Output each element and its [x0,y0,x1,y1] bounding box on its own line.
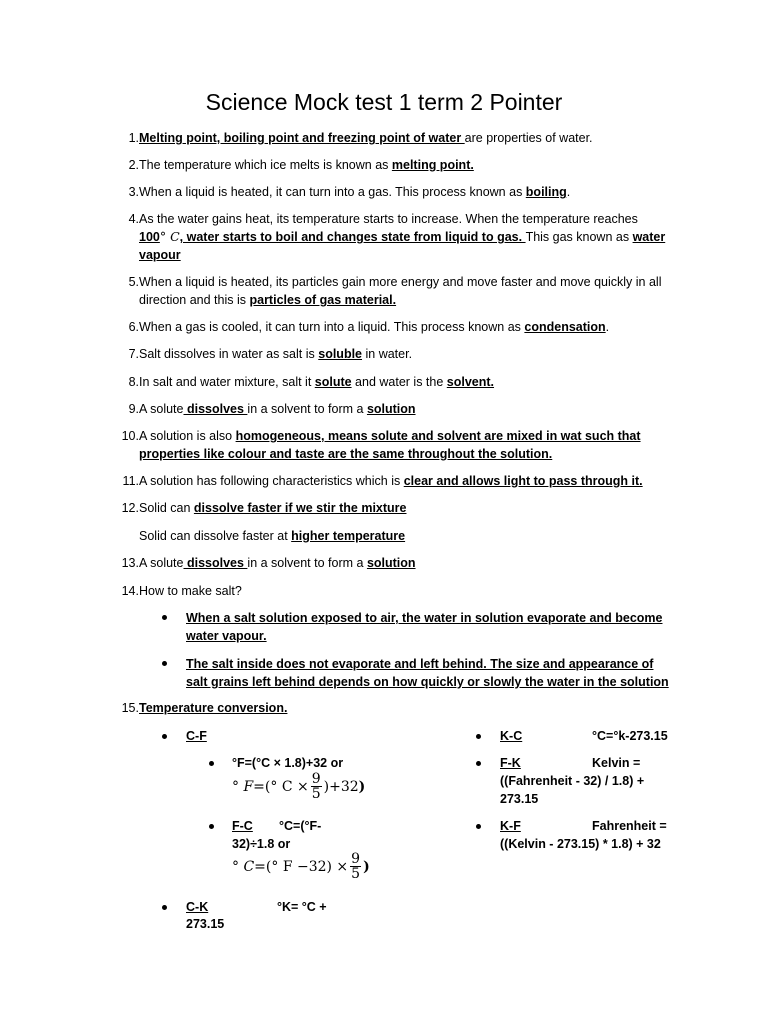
f-k-formula: Kelvin = [592,756,641,770]
c-k-formula: °K= °C + [277,900,327,914]
degree-symbol: ° C [159,229,180,244]
answer-text: solution [366,556,416,570]
item-number: 9. [128,402,139,416]
item-text: . [566,185,571,199]
answer-text: dissolves [183,556,248,570]
f-c-formula: °C=(°F- [279,819,322,833]
k-c-formula: °C=°k-273.15 [592,729,668,743]
f-c-label: F-C [232,819,253,833]
f-k-formula: 273.15 [500,792,539,806]
denominator: 5 [311,786,321,802]
answer-text: dissolve faster if we stir the mixture [193,501,407,515]
item-text: A solute [139,402,184,416]
item-number: 14. [121,584,139,598]
bullet-item [186,609,671,645]
f-k-label: F-K [500,756,521,770]
denominator: 5 [351,866,361,882]
c-k-formula: 273.15 [186,917,225,931]
item-text: A solution is also [139,429,236,443]
answer-text: solute [314,375,352,389]
math-term: ° C [232,858,255,875]
bullet-icon [209,761,214,766]
answer-text: Temperature conversion. [139,701,288,715]
bullet-item [186,655,676,691]
k-f-label: K-F [500,819,521,833]
item-number: 6. [128,320,139,334]
item-text: How to make salt? [139,584,242,598]
answer-text: melting point. [391,158,474,172]
bullet-icon [476,761,481,766]
c-k-label: C-K [186,900,209,914]
item-text: Solid can dissolve faster at [139,529,292,543]
bullet-icon [162,615,167,620]
item-text: in water. [362,347,413,361]
answer-text: water vapour [139,230,666,262]
item-number: 8. [128,375,139,389]
conversion-label [186,727,207,745]
c-f-math [232,772,365,801]
bullet-icon [476,824,481,829]
answer-text: solvent. [446,375,495,389]
c-f-formula: °F=(°C × 1.8)+32 or [232,756,344,770]
item-number: 2. [128,158,139,172]
item-text: A solution has following characteristics which is [139,474,404,488]
k-f-formula: ((Kelvin - 273.15) * 1.8) + 32 [500,837,661,851]
item-number: 7. [128,347,139,361]
fraction [350,852,361,881]
math-term: ) [358,778,366,795]
math-term: )+32 [323,778,359,795]
item-text: and water is the [351,375,447,389]
item-text: As the water gains heat, its temperature starts to increase. When the temperature reaches [139,212,638,226]
answer-text: clear and allows light to pass through it. [403,474,643,488]
bullet-icon [162,905,167,910]
answer-text: The salt inside does not evaporate and left behind. The size and appearance of salt grains left behind depends on how quickly or slowly the water in the solution [186,657,669,689]
k-f-formula: Fahrenheit = [592,819,667,833]
f-k-formula: ((Fahrenheit - 32) / 1.8) + [500,774,645,788]
k-f-item [500,817,521,835]
answer-text: homogeneous, means solute and solvent are mixed in wat such that properties like colour and taste are the same throughout the solution. [139,429,641,461]
k-c-item [500,727,522,745]
answer-text: dissolves [183,402,248,416]
bullet-icon [476,734,481,739]
answer-text: solution [366,402,416,416]
item-text: in a solvent to form a [247,402,367,416]
bullet-icon [209,824,214,829]
answer-text: When a salt solution exposed to air, the water in solution evaporate and become water vapour. [186,611,663,643]
bullet-icon [162,661,167,666]
item-text: When a liquid is heated, its particles gain more energy and move faster and move quickly in all direction and this is [139,275,662,307]
item-number: 11. [122,474,139,488]
item-number: 12. [121,501,139,515]
math-term: ) [363,858,370,875]
item-text: In salt and water mixture, salt it [139,375,315,389]
item-text: are properties of water. [464,131,593,145]
item-text: When a gas is cooled, it can turn into a liquid. This process known as [139,320,525,334]
math-term: ° F [232,778,254,795]
item-number: 5. [128,275,139,289]
item-text: in a solvent to form a [247,556,367,570]
page-title: Science Mock test 1 term 2 Pointer [205,89,563,115]
item-number: 4. [128,212,139,226]
math-term: =(° C × [253,778,309,795]
answer-text: 100 [139,230,160,244]
item-text: When a liquid is heated, it can turn into a gas. This process known as [139,185,526,199]
f-k-item [500,754,521,772]
item-text: Solid can [139,501,194,515]
answer-text: boiling [525,185,567,199]
math-term: =(° F −32) × [254,858,349,875]
f-c-formula: 32)÷1.8 or [232,837,291,851]
bullet-icon [162,734,167,739]
answer-text: soluble [318,347,363,361]
answer-text: particles of gas material. [249,293,397,307]
item-number: 1. [128,131,139,145]
item-number: 15. [121,701,139,715]
item-text: The temperature which ice melts is known as [139,158,392,172]
k-c-label: K-C [500,729,523,743]
item-text: A solute [139,556,184,570]
fraction [311,772,322,801]
item-text: . [605,320,610,334]
item-number: 10. [121,429,139,443]
f-c-math [232,852,370,881]
item-number: 3. [128,185,139,199]
answer-text: higher temperature [291,529,406,543]
c-f-label: C-F [186,729,207,743]
item-text: This gas known as [525,230,633,244]
item-text: Salt dissolves in water as salt is [139,347,319,361]
answer-text: Melting point, boiling point and freezing point of water [139,131,465,145]
item-number: 13. [121,556,139,570]
numerator: 9 [351,851,361,867]
answer-text: , water starts to boil and changes state from liquid to gas. [179,230,526,244]
c-k-item [186,898,208,916]
numerator: 9 [311,771,321,787]
answer-text: condensation [524,320,606,334]
